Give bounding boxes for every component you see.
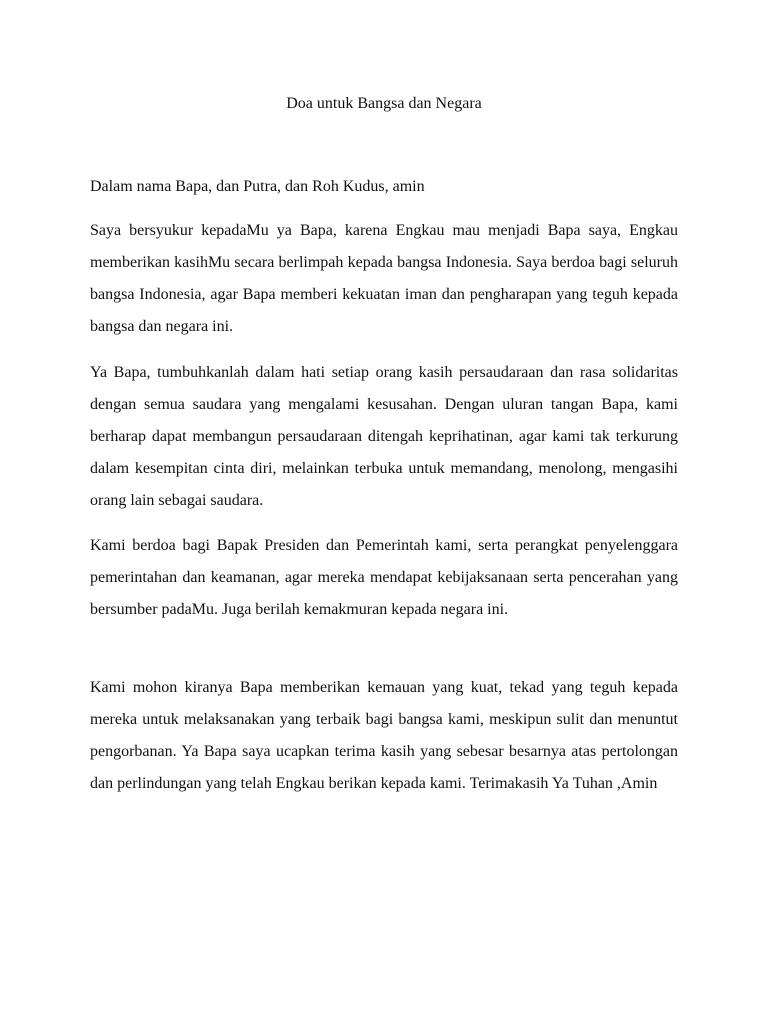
document-title: Doa untuk Bangsa dan Negara [286, 95, 482, 112]
paragraph-4: Kami mohon kiranya Bapa memberikan kemauan yang kuat, tekad yang teguh kepada mereka untuk melaksanakan yang terbaik bagi bangsa kami, meskipun sulit dan menuntut pengorbanan. Ya Bapa saya ucapkan terima kasih yang sebesar besarnya atas pertolongan dan perlindungan yang telah Engkau berikan kepada kami. Terimakasih Ya Tuhan ,Amin [90, 679, 678, 792]
paragraph-1: Saya bersyukur kepadaMu ya Bapa, karena Engkau mau menjadi Bapa saya, Engkau memberikan kasihMu secara berlimpah kepada bangsa Indonesia. Saya berdoa bagi seluruh bangsa Indonesia, agar Bapa memberi kekuatan iman dan pengharapan yang teguh kepada bangsa dan negara ini. [90, 222, 678, 335]
opening-line: Dalam nama Bapa, dan Putra, dan Roh Kudus, amin [90, 178, 425, 195]
paragraph-2: Ya Bapa, tumbuhkanlah dalam hati setiap orang kasih persaudaraan dan rasa solidaritas dengan semua saudara yang mengalami kesusahan. Dengan uluran tangan Bapa, kami berharap dapat membangun persaudaraan ditengah keprihatinan, agar kami tak terkurung dalam kesempitan cinta diri, melainkan terbuka untuk memandang, menolong, mengasihi orang lain sebagai saudara. [90, 364, 678, 509]
paragraph-3: Kami berdoa bagi Bapak Presiden dan Pemerintah kami, serta perangkat penyelenggara pemerintahan dan keamanan, agar mereka mendapat kebijaksanaan serta pencerahan yang bersumber padaMu. Juga berilah kemakmuran kepada negara ini. [90, 537, 678, 618]
